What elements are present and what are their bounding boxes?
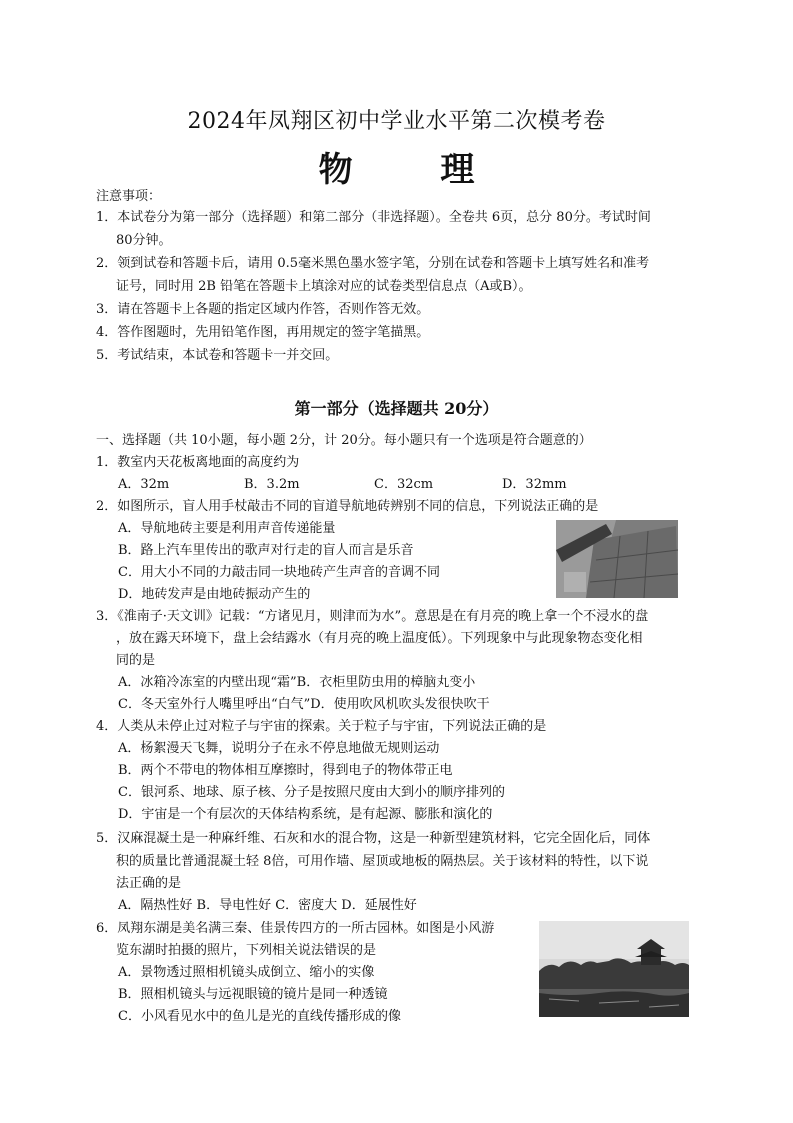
q5-stem-line-1: 5．汉麻混凝土是一种麻纤维、石灰和水的混合物，这是一种新型建筑材料，它完全固化后，同体 [96, 831, 651, 846]
east-lake-photo [539, 921, 689, 1017]
q3-stem-line-1: 3．《淮南子·天文训》记载：“方诸见月，则津而为水”。意思是在有月亮的晚上拿一个不浸水的盘 [96, 609, 649, 624]
q3-options-cd: C．冬天室外行人嘴里呼出“白气”D．使用吹风机吹头发很快吹干 [118, 697, 490, 712]
notice-item-2: 2．领到试卷和答题卡后，请用 0.5毫米黑色墨水签字笔，分别在试卷和答题卡上填写姓名和准考 [96, 256, 650, 271]
q2-option-c: C．用大小不同的力敲击同一块地砖产生声音的音调不同 [118, 565, 440, 580]
q3-options-ab: A．冰箱冷冻室的内壁出现“霜”B．衣柜里防虫用的樟脑丸变小 [118, 675, 476, 690]
q3-stem-line-2: ，放在露天环境下，盘上会结露水（有月亮的晚上温度低）。下列现象中与此现象物态变化相 [116, 631, 643, 646]
q5-stem-line-3: 法正确的是 [116, 876, 182, 891]
notice-item-1: 1．本试卷分为第一部分（选择题）和第二部分（非选择题）。全卷共 6页，总分 80分。考试时间 [96, 210, 651, 225]
q5-options: A．隔热性好 B．导电性好 C．密度大 D．延展性好 [118, 898, 417, 913]
q5-stem-line-2: 积的质量比普通混凝土轻 8倍，可用作墙、屋顶或地板的隔热层。关于该材料的特性，以下说 [116, 854, 649, 869]
q6-option-c: C．小风看见水中的鱼儿是光的直线传播形成的像 [118, 1009, 401, 1024]
q2-option-d: D．地砖发声是由地砖振动产生的 [118, 587, 311, 602]
notice-item-2-cont: 证号，同时用 2B 铅笔在答题卡上填涂对应的试卷类型信息点（A或B）。 [116, 279, 532, 294]
notice-item-5: 5．考试结束，本试卷和答题卡一并交回。 [96, 348, 339, 363]
q4-option-b: B．两个不带电的物体相互摩擦时，得到电子的物体带正电 [118, 763, 453, 778]
notice-item-3: 3．请在答题卡上各题的指定区域内作答，否则作答无效。 [96, 302, 430, 317]
exam-title: 2024年凤翔区初中学业水平第二次模考卷 [187, 109, 606, 134]
q3-stem-line-3: 同的是 [116, 653, 156, 668]
q1-option-a: A．32m [118, 477, 170, 492]
q4-option-c: C．银河系、地球、原子核、分子是按照尺度由大到小的顺序排列的 [118, 785, 505, 800]
q4-stem: 4．人类从未停止过对粒子与宇宙的探索。关于粒子与宇宙，下列说法正确的是 [96, 719, 547, 734]
q1-option-d: D．32mm [502, 477, 567, 492]
part1-heading: 第一部分（选择题共 20分） [294, 399, 499, 418]
q1-option-b: B．3.2m [244, 477, 300, 492]
part1-instructions: 一、选择题（共 10小题，每小题 2分，计 20分。每小题只有一个选项是符合题意的） [96, 433, 592, 448]
notice-heading: 注意事项： [96, 189, 162, 204]
q6-stem-line-1: 6．凤翔东湖是美名满三秦、佳景传四方的一所古园林。如图是小风游 [96, 921, 495, 936]
notice-item-1-cont: 80分钟。 [116, 233, 172, 248]
q4-option-d: D．宇宙是一个有层次的天体结构系统，是有起源、膨胀和演化的 [118, 807, 493, 822]
q6-option-b: B．照相机镜头与远视眼镜的镜片是同一种透镜 [118, 987, 388, 1002]
tactile-paving-photo [556, 520, 678, 598]
q2-option-a: A．导航地砖主要是利用声音传递能量 [118, 521, 336, 536]
q2-option-b: B．路上汽车里传出的歌声对行走的盲人而言是乐音 [118, 543, 414, 558]
q6-option-a: A．景物透过照相机镜头成倒立、缩小的实像 [118, 965, 375, 980]
notice-item-4: 4．答作图题时，先用铅笔作图，再用规定的签字笔描黑。 [96, 325, 430, 340]
q2-stem: 2．如图所示，盲人用手杖敲击不同的盲道导航地砖辨别不同的信息，下列说法正确的是 [96, 499, 599, 514]
subject-title: 物 理 [318, 150, 513, 190]
q1-stem: 1．教室内天花板离地面的高度约为 [96, 455, 300, 470]
q1-option-c: C．32cm [374, 477, 434, 492]
q6-stem-line-2: 览东湖时拍摄的照片，下列相关说法错误的是 [116, 943, 377, 958]
q4-option-a: A．杨絮漫天飞舞，说明分子在永不停息地做无规则运动 [118, 741, 440, 756]
